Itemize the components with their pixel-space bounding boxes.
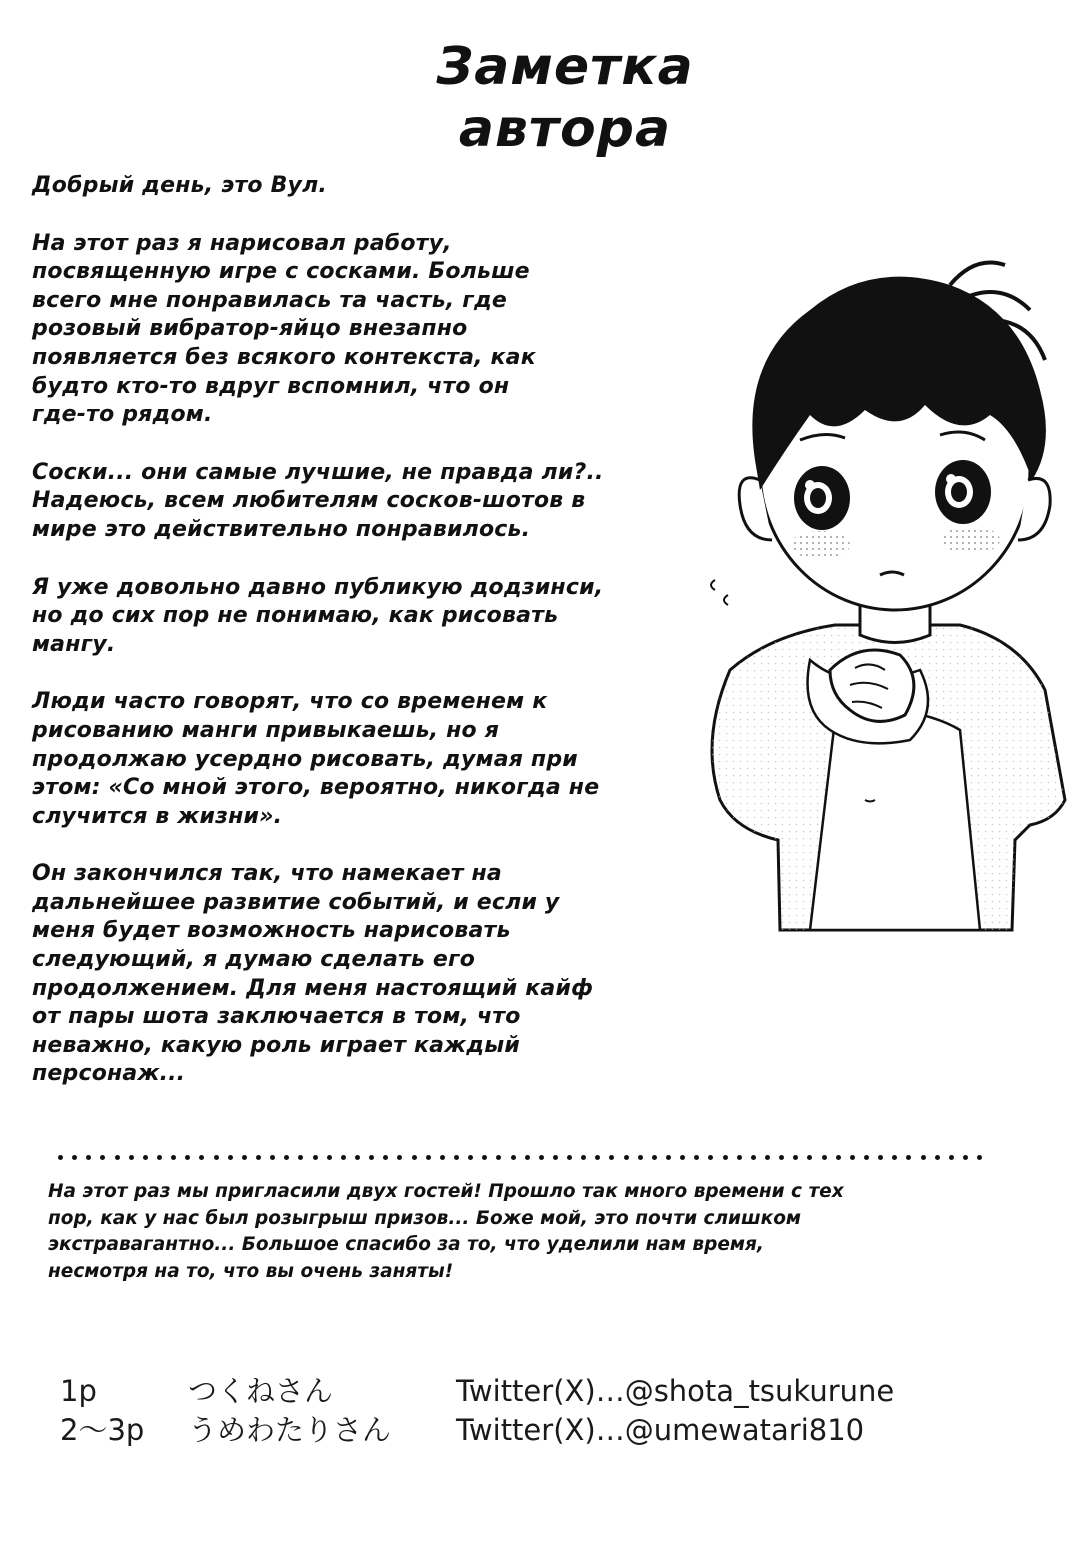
divider-dot [426, 1155, 431, 1160]
divider-dot [751, 1155, 756, 1160]
text-line: розовый вибратор-яйцо внезапно [32, 316, 468, 342]
divider-dot [765, 1155, 770, 1160]
credit-twitter-handle: Twitter(X)…@shota_tsukurune [456, 1374, 895, 1408]
text-line: этом: «Со мной этого, вероятно, никогда не [32, 775, 600, 801]
divider-dot [115, 1155, 120, 1160]
divider-dot [86, 1155, 91, 1160]
text-line: от пары шота заключается в том, что [32, 1004, 521, 1030]
paragraph-experience [32, 574, 672, 660]
divider-dot [539, 1155, 544, 1160]
divider-dot [511, 1155, 516, 1160]
text-line: появляется без всякого контекста, как [32, 344, 536, 370]
text-line: посвященную игре с сосками. Больше [32, 259, 530, 285]
guest-credits [60, 1372, 1020, 1450]
credit-pages: 2～3p [60, 1413, 145, 1447]
divider-dot [171, 1155, 176, 1160]
divider-dot [369, 1155, 374, 1160]
paragraph-greeting [32, 172, 672, 201]
text-line: Он закончился так, что намекает на [32, 861, 502, 887]
divider-dot [737, 1155, 742, 1160]
page-title [380, 36, 750, 160]
divider-dot [327, 1155, 332, 1160]
text-line: продолжаю усердно рисовать, думая при [32, 746, 578, 772]
divider-dot [836, 1155, 841, 1160]
divider-dot [383, 1155, 388, 1160]
guest-note [48, 1179, 1008, 1285]
guest-note-line: На этот раз мы пригласили двух гостей! Прошло так много времени с тех [48, 1181, 844, 1202]
divider-dot [779, 1155, 784, 1160]
divider-dot [72, 1155, 77, 1160]
divider-dot [864, 1155, 869, 1160]
text-line: мангу. [32, 631, 116, 657]
divider-dot [228, 1155, 233, 1160]
text-line: Надеюсь, всем любителям сосков-шотов в [32, 488, 586, 514]
guest-note-line: экстравагантно... Большое спасибо за то, что уделили нам время, [48, 1234, 764, 1255]
credit-artist-name: つくねさん [188, 1374, 334, 1408]
paragraph-hopes [32, 459, 672, 545]
text-line: мире это действительно понравилось. [32, 516, 531, 542]
text-line: будто кто-то вдруг вспомнил, что он [32, 373, 510, 399]
divider-dot [708, 1155, 713, 1160]
divider-dot [680, 1155, 685, 1160]
paragraph-ending [32, 860, 672, 1089]
title-line-1: Заметка [436, 37, 694, 97]
divider-dot [284, 1155, 289, 1160]
text-line: дальнейшее развитие событий, и если у [32, 889, 560, 915]
paragraph-practice [32, 688, 672, 831]
divider-dot [214, 1155, 219, 1160]
guest-note-line: несмотря на то, что вы очень заняты! [48, 1260, 454, 1282]
divider-dot [581, 1155, 586, 1160]
divider-dot [482, 1155, 487, 1160]
divider-dot [58, 1155, 63, 1160]
divider-dot [525, 1155, 530, 1160]
credit-row [60, 1372, 1020, 1411]
text-line: неважно, какую роль играет каждый [32, 1032, 520, 1058]
text-line: Люди часто говорят, что со временем к [32, 689, 548, 715]
text-line: Соски... они самые лучшие, не правда ли?.. [32, 459, 604, 485]
credit-artist-name: うめわたりさん [188, 1413, 392, 1447]
text-line: Я уже довольно давно публикую додзинси, [32, 574, 604, 600]
divider-dot [906, 1155, 911, 1160]
divider-dot [567, 1155, 572, 1160]
divider-dot [807, 1155, 812, 1160]
paragraph-work-theme [32, 230, 672, 430]
divider-dot [595, 1155, 600, 1160]
divider-dot [129, 1155, 134, 1160]
text-line: случится в жизни». [32, 803, 283, 829]
boy-lifting-shirt-illustration [660, 240, 1080, 940]
text-line: где-то рядом. [32, 402, 213, 428]
divider-dot [270, 1155, 275, 1160]
credit-twitter-handle: Twitter(X)…@umewatari810 [456, 1413, 865, 1447]
divider-dot [963, 1155, 968, 1160]
divider-dot [921, 1155, 926, 1160]
divider-dot [199, 1155, 204, 1160]
divider-dot [313, 1155, 318, 1160]
credit-row [60, 1411, 1020, 1450]
divider-dot [468, 1155, 473, 1160]
divider-dot [624, 1155, 629, 1160]
divider-dot [553, 1155, 558, 1160]
divider-dot [157, 1155, 162, 1160]
text-line: всего мне понравилась та часть, где [32, 287, 508, 313]
divider-dot [878, 1155, 883, 1160]
divider-dot [298, 1155, 303, 1160]
divider-dot [822, 1155, 827, 1160]
divider-dot [341, 1155, 346, 1160]
title-line-2: автора [458, 99, 672, 159]
guest-note-line: пор, как у нас был розыгрыш призов... Боже мой, это почти слишком [48, 1207, 802, 1229]
text-line: рисованию манги привыкаешь, но я [32, 717, 500, 743]
divider-dot [143, 1155, 148, 1160]
divider-dot [496, 1155, 501, 1160]
divider-dot [935, 1155, 940, 1160]
author-note-body [32, 172, 672, 1118]
credit-pages: 1p [60, 1374, 97, 1408]
divider-dot [652, 1155, 657, 1160]
divider-dot [397, 1155, 402, 1160]
divider-dot [242, 1155, 247, 1160]
divider-dot [454, 1155, 459, 1160]
divider-dot [638, 1155, 643, 1160]
divider-dot [666, 1155, 671, 1160]
text-line: следующий, я думаю сделать его [32, 947, 476, 973]
divider-dot [723, 1155, 728, 1160]
dotted-divider [58, 1150, 983, 1164]
divider-dot [100, 1155, 105, 1160]
divider-dot [793, 1155, 798, 1160]
divider-dot [694, 1155, 699, 1160]
divider-dot [355, 1155, 360, 1160]
text-line: Добрый день, это Вул. [32, 173, 327, 198]
divider-dot [440, 1155, 445, 1160]
divider-dot [949, 1155, 954, 1160]
divider-dot [609, 1155, 614, 1160]
text-line: меня будет возможность нарисовать [32, 918, 511, 944]
divider-dot [256, 1155, 261, 1160]
text-line: продолжением. Для меня настоящий кайф [32, 975, 594, 1001]
divider-dot [185, 1155, 190, 1160]
divider-dot [892, 1155, 897, 1160]
text-line: На этот раз я нарисовал работу, [32, 230, 452, 256]
text-line: персонаж... [32, 1061, 186, 1087]
text-line: но до сих пор не понимаю, как рисовать [32, 603, 559, 629]
divider-dot [850, 1155, 855, 1160]
divider-dot [977, 1155, 982, 1160]
divider-dot [412, 1155, 417, 1160]
